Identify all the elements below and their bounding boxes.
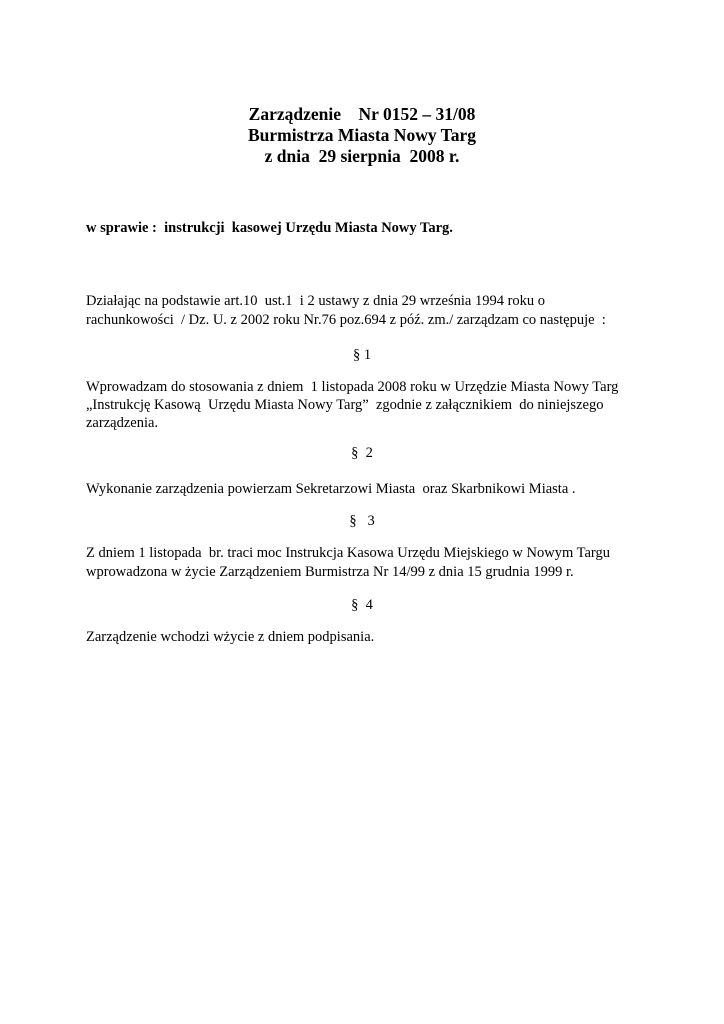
document-subject: w sprawie : instrukcji kasowej Urzędu Miasta Nowy Targ. (86, 220, 453, 236)
section-mark-2: § 2 (351, 445, 373, 461)
preamble-line: Działając na podstawie art.10 ust.1 i 2 ustawy z dnia 29 września 1994 roku o (86, 293, 546, 309)
section-2-line: Wykonanie zarządzenia powierzam Sekretarzowi Miasta oraz Skarbnikowi Miasta . (86, 481, 576, 497)
section-3-line: Z dniem 1 listopada br. traci moc Instrukcja Kasowa Urzędu Miejskiego w Nowym Targu (86, 545, 610, 561)
section-1-line: „Instrukcję Kasową Urzędu Miasta Nowy Targ” zgodnie z załącznikiem do niniejszego (86, 397, 604, 413)
section-mark-4: § 4 (351, 597, 373, 613)
section-mark-1: § 1 (352, 347, 372, 363)
section-3-line: wprowadzona w życie Zarządzeniem Burmistrza Nr 14/99 z dnia 15 grudnia 1999 r. (86, 564, 574, 580)
section-mark-3: § 3 (349, 513, 375, 529)
document-title-date: z dnia 29 sierpnia 2008 r. (264, 146, 460, 166)
section-1-line: zarządzenia. (86, 415, 159, 431)
section-1-line: Wprowadzam do stosowania z dniem 1 listopada 2008 roku w Urzędzie Miasta Nowy Targ (86, 379, 619, 395)
document-title-issuer: Burmistrza Miasta Nowy Targ (248, 125, 476, 145)
preamble-line: rachunkowości / Dz. U. z 2002 roku Nr.76 poz.694 z póź. zm./ zarządzam co następuje : (86, 312, 606, 328)
section-4-line: Zarządzenie wchodzi wżycie z dniem podpisania. (86, 629, 375, 645)
document-title-number: Zarządzenie Nr 0152 – 31/08 (248, 104, 476, 124)
